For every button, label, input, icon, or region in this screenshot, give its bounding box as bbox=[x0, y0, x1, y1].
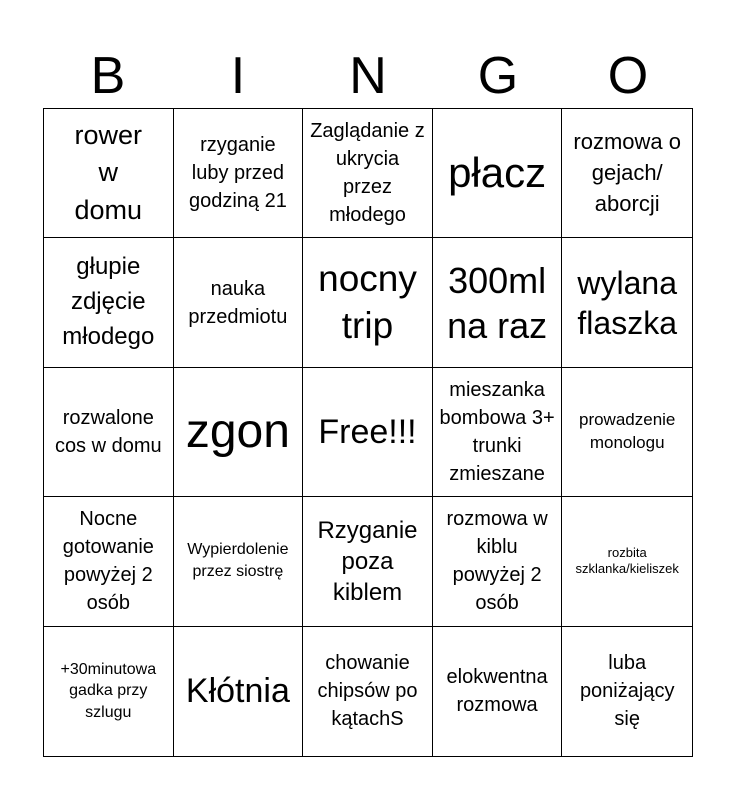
bingo-cell[interactable] bbox=[174, 368, 304, 497]
bingo-cell[interactable] bbox=[562, 627, 692, 756]
cell-text: mieszanka bombowa 3+ trunki zmieszane bbox=[439, 378, 555, 485]
cell-text: płacz bbox=[448, 149, 547, 196]
cell-text: rozmowa w kiblu powyżej 2 osób bbox=[446, 508, 548, 615]
bingo-cell[interactable] bbox=[433, 497, 563, 626]
bingo-cell[interactable] bbox=[433, 627, 563, 756]
cell-text: 300ml na raz bbox=[447, 259, 548, 346]
bingo-cell[interactable] bbox=[562, 368, 692, 497]
bingo-cell[interactable] bbox=[433, 368, 563, 497]
bingo-cell[interactable] bbox=[44, 238, 174, 367]
bingo-cell[interactable] bbox=[303, 238, 433, 367]
header-letter-n: N bbox=[349, 47, 387, 105]
bingo-cell[interactable] bbox=[174, 238, 304, 367]
cell-text: prowadzenie monologu bbox=[578, 410, 676, 452]
bingo-cell[interactable] bbox=[303, 368, 433, 497]
cell-text: rozbita szklanka/kieliszek bbox=[575, 545, 679, 577]
cell-text: chowanie chipsów po kątachS bbox=[317, 652, 418, 731]
bingo-board bbox=[43, 108, 693, 757]
bingo-cell[interactable] bbox=[174, 109, 304, 238]
cell-text: rzyganie luby przed godziną 21 bbox=[188, 134, 287, 213]
bingo-cell[interactable] bbox=[44, 109, 174, 238]
cell-text: rozmowa o gejach/ aborcji bbox=[573, 129, 681, 216]
bingo-cell[interactable] bbox=[433, 109, 563, 238]
bingo-cell[interactable] bbox=[303, 627, 433, 756]
cell-text: zgon bbox=[185, 404, 290, 458]
bingo-cell[interactable] bbox=[44, 497, 174, 626]
cell-text: rozwalone cos w domu bbox=[54, 406, 162, 457]
bingo-cell[interactable] bbox=[433, 238, 563, 367]
bingo-cell[interactable] bbox=[562, 238, 692, 367]
bingo-cell[interactable] bbox=[174, 497, 304, 626]
cell-text: Free!!! bbox=[318, 412, 417, 451]
bingo-cell[interactable] bbox=[174, 627, 304, 756]
header-letter-b: B bbox=[90, 47, 126, 105]
cell-text: rower w domu bbox=[74, 119, 143, 226]
bingo-cell[interactable] bbox=[562, 109, 692, 238]
bingo-cell[interactable] bbox=[303, 109, 433, 238]
cell-text: Wypierdolenie przez siostrę bbox=[187, 541, 289, 581]
cell-text: +30minutowa gadka przy szlugu bbox=[60, 660, 157, 722]
cell-text: Zaglądanie z ukrycia przez młodego bbox=[310, 120, 425, 227]
header-letter-i: I bbox=[230, 47, 246, 105]
cell-text: elokwentna rozmowa bbox=[446, 666, 548, 717]
header-letter-o: O bbox=[607, 47, 649, 105]
cell-text: Nocne gotowanie powyżej 2 osób bbox=[62, 508, 154, 615]
cell-text: luba poniżający się bbox=[579, 652, 675, 731]
bingo-cell[interactable] bbox=[44, 627, 174, 756]
header-letter-g: G bbox=[477, 47, 519, 105]
cell-text: głupie zdjęcie młodego bbox=[62, 253, 155, 350]
bingo-cell[interactable] bbox=[44, 368, 174, 497]
cell-text: nocny trip bbox=[318, 258, 417, 346]
bingo-cell[interactable] bbox=[562, 497, 692, 626]
cell-text: Kłótnia bbox=[185, 672, 290, 711]
cell-text: nauka przedmiotu bbox=[188, 277, 288, 328]
bingo-header bbox=[43, 44, 693, 108]
bingo-cell[interactable] bbox=[303, 497, 433, 626]
cell-text: Rzyganie poza kiblem bbox=[317, 516, 418, 606]
cell-text: wylana flaszka bbox=[577, 264, 677, 341]
